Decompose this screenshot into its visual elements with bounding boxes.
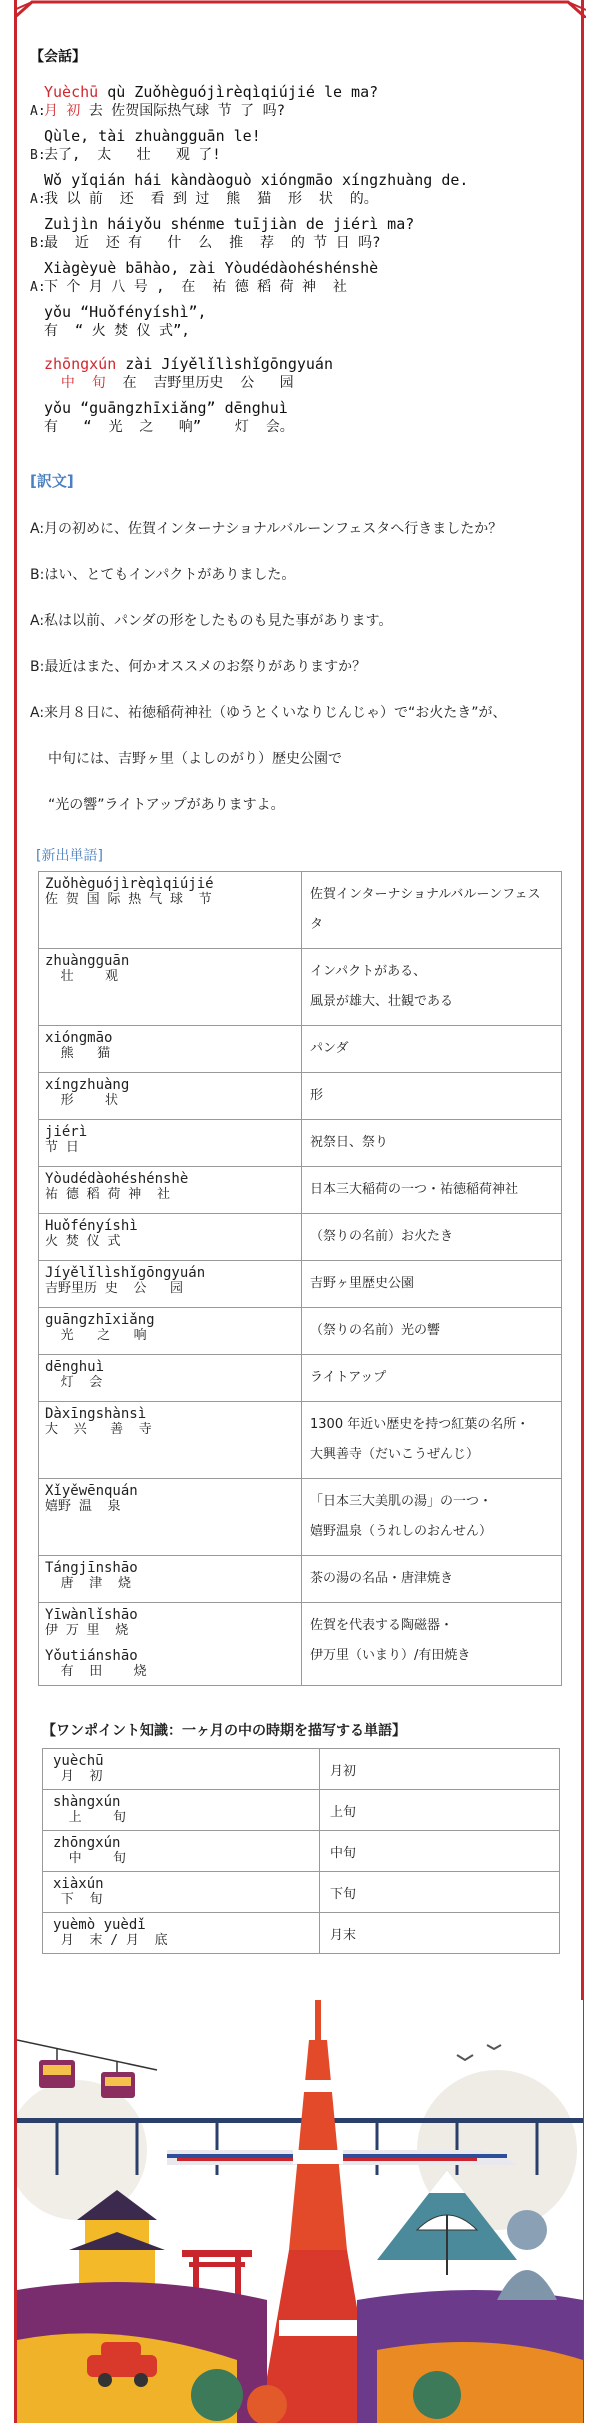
vocab-meaning: 伊万里（いまり）/有田焼き [310, 1648, 471, 1663]
vocab-meaning: 1300 年近い歴史を持つ紅葉の名所・ [310, 1417, 530, 1432]
hanzi-line [44, 278, 570, 296]
yakubun-title: [訳文] [30, 472, 74, 490]
speaker-label: A: [30, 280, 46, 295]
vocab-meaning: 祝祭日、祭り [310, 1135, 389, 1150]
dialog-line [30, 302, 570, 340]
dialog-line [30, 398, 570, 436]
vocab-row [39, 1073, 562, 1120]
vocab-word-cell [39, 1308, 302, 1355]
tip-pinyin: yuèmò yuèdǐ [53, 1917, 146, 1933]
pinyin-segment: Qùle, tài zhuàngguān le! [44, 127, 261, 145]
vocab-row [39, 1261, 562, 1308]
vocab-meaning: パンダ [310, 1041, 349, 1056]
pinyin-line [44, 82, 570, 102]
tip-title-bold: 【ワンポイント知識： [42, 1723, 182, 1739]
vocab-word-cell [39, 949, 302, 1026]
tip-row [43, 1749, 560, 1790]
hanzi-segment: 有 “ 光 之 响” 灯 会。 [44, 419, 294, 435]
vocab-word-cell [39, 1355, 302, 1402]
vocab-pinyin: Tángjīnshāo [45, 1560, 138, 1576]
pinyin-segment: Xiàgèyuè bāhào, zài Yòudédàohéshénshè [44, 259, 379, 277]
translation-line: 中旬には、吉野ヶ里（よしのがり）歴史公園で [48, 751, 342, 767]
pinyin-segment: zài Jíyělǐlìshǐgōngyuán [116, 355, 333, 373]
vocab-pinyin: guāngzhīxiǎng [45, 1312, 155, 1328]
vocab-title: [新出単語] [36, 848, 103, 864]
translation-line: A:私は以前、パンダの形をしたものも見た事があります。 [30, 613, 393, 629]
tip-word-cell [43, 1872, 320, 1913]
tip-hanzi: 中 旬 [53, 1851, 126, 1866]
translation-line: A:月の初めに、佐賀インターナショナルバルーンフェスタへ行きましたか？ [30, 521, 503, 537]
pinyin-line [44, 302, 570, 322]
tip-meaning: 下旬 [320, 1872, 560, 1913]
vocab-hanzi: 祐 德 稻 荷 神 社 [45, 1187, 170, 1202]
vocab-meaning-cell [302, 1167, 562, 1214]
speaker-label: B: [30, 236, 46, 251]
vocab-meaning: 形 [310, 1088, 324, 1103]
tip-meaning: 中旬 [320, 1831, 560, 1872]
vocab-meaning: 大興善寺（だいこうぜんじ） [310, 1447, 480, 1462]
vocab-hanzi: 佐 贺 国 际 热 气 球 节 [45, 892, 212, 907]
hanzi-line [44, 322, 570, 340]
tip-title-rest: 一ヶ月の中の時期を描写する単語】 [182, 1723, 406, 1739]
vocab-pinyin: Zuǒhèguójìrèqìqiújié [45, 876, 214, 892]
vocab-word-cell [39, 1603, 302, 1686]
vocab-meaning-cell [302, 1261, 562, 1308]
dialog-line [30, 126, 570, 164]
tip-hanzi: 下 旬 [53, 1892, 103, 1907]
frame-top-ornament [14, 0, 586, 18]
pinyin-line [44, 258, 570, 278]
kaiwa-title: 【会話】 [30, 49, 86, 65]
tip-meaning: 上旬 [320, 1790, 560, 1831]
vocab-meaning-cell [302, 1355, 562, 1402]
vocab-pinyin: jiérì [45, 1124, 88, 1140]
vocab-meaning-cell [302, 1603, 562, 1686]
tip-meaning: 月末 [320, 1913, 560, 1954]
tip-word-cell [43, 1790, 320, 1831]
vocab-row [39, 1402, 562, 1479]
main-content [30, 46, 570, 1954]
translation-block [30, 519, 570, 815]
vocab-word-cell [39, 1402, 302, 1479]
vocab-hanzi: 吉野里历 史 公 园 [45, 1281, 183, 1296]
pinyin-segment: yǒu “guāngzhīxiǎng” dēnghuì [44, 399, 288, 417]
hanzi-line [44, 418, 570, 436]
hanzi-segment: 在 吉野里历史 公 园 [105, 375, 294, 391]
tip-hanzi: 月 末 / 月 底 [53, 1933, 168, 1948]
tip-pinyin: shàngxún [53, 1794, 121, 1810]
pinyin-line [44, 354, 570, 374]
dialog-line [30, 170, 570, 208]
vocab-pinyin: dēnghuì [45, 1359, 105, 1375]
vocab-row [39, 1603, 562, 1686]
translation-line: B:最近はまた、何かオススメのお祭りがありますか？ [30, 659, 367, 675]
dialog-line [30, 258, 570, 296]
vocab-hanzi: 形 状 [45, 1093, 118, 1108]
translation-line: A:来月８日に、祐徳稲荷神社（ゆうとくいなりじんじゃ）で“お火たき”が、 [30, 705, 507, 721]
vocab-meaning: 風景が雄大、壮観である [310, 994, 454, 1009]
vocab-pinyin: Xǐyěwēnquán [45, 1483, 138, 1499]
tip-row [43, 1872, 560, 1913]
hanzi-line [44, 146, 570, 164]
speaker-label: B: [30, 148, 46, 163]
hanzi-line [44, 374, 570, 392]
vocab-pinyin: Yòudédàohéshénshè [45, 1171, 189, 1187]
tip-word-cell [43, 1913, 320, 1954]
vocab-pinyin: xíngzhuàng [45, 1077, 130, 1093]
vocab-meaning: 嬉野温泉（うれしのおんせん） [310, 1524, 493, 1539]
vocab-word-cell [39, 1479, 302, 1556]
vocab-pinyin: zhuàngguān [45, 953, 130, 969]
hanzi-segment: 中 旬 [44, 375, 106, 391]
tip-word-cell [43, 1749, 320, 1790]
pinyin-segment: Yuèchū [44, 83, 99, 101]
vocab-hanzi: 火 焚 仪 式 [45, 1234, 121, 1249]
vocab-hanzi: 唐 津 烧 [45, 1576, 131, 1591]
vocab-hanzi: 有 田 烧 [45, 1664, 147, 1679]
vocab-row [39, 949, 562, 1026]
dialog [30, 82, 570, 436]
vocab-word-cell [39, 1214, 302, 1261]
tip-title [42, 1720, 570, 1740]
vocab-hanzi: 壮 观 [45, 969, 118, 984]
vocab-pinyin: xióngmāo [45, 1030, 113, 1046]
vocab-hanzi: 嬉野 温 泉 [45, 1499, 121, 1514]
translation-line: “光の響”ライトアップがありますよ。 [48, 797, 285, 813]
hanzi-segment: 去 佐贺国际热气球 节 了 吗? [80, 103, 286, 119]
vocab-word-cell [39, 1167, 302, 1214]
vocab-meaning: （祭りの名前）お火たき [310, 1229, 454, 1244]
dialog-line [30, 82, 570, 120]
vocab-hanzi: 灯 会 [45, 1375, 103, 1390]
tip-row [43, 1913, 560, 1954]
vocab-word-cell [39, 1026, 302, 1073]
japan-landmarks-illustration [17, 2000, 583, 2423]
vocab-meaning-cell [302, 1402, 562, 1479]
vocab-word-cell [39, 1261, 302, 1308]
pinyin-segment: zhōngxún [44, 355, 117, 373]
hanzi-segment: 最 近 还 有 什 么 推 荐 的 节 日 吗? [44, 235, 381, 251]
vocab-row [39, 1167, 562, 1214]
pinyin-line [44, 126, 570, 146]
vocab-pinyin: Jíyělǐlìshǐgōngyuán [45, 1265, 206, 1281]
vocab-meaning: （祭りの名前）光の響 [310, 1323, 441, 1338]
vocab-row [39, 1026, 562, 1073]
vocab-meaning-cell [302, 1214, 562, 1261]
pinyin-line [44, 170, 570, 190]
hanzi-line [44, 234, 570, 252]
vocab-meaning-cell [302, 1026, 562, 1073]
translation-line: B:はい、とてもインパクトがありました。 [30, 567, 296, 583]
vocab-meaning-cell [302, 1073, 562, 1120]
tip-meaning: 月初 [320, 1749, 560, 1790]
speaker-label: A: [30, 104, 46, 119]
vocab-hanzi: 大 兴 善 寺 [45, 1422, 152, 1437]
tip-table [42, 1748, 560, 1954]
tip-row [43, 1790, 560, 1831]
vocab-hanzi: 节 日 [45, 1140, 79, 1155]
vocab-word-cell [39, 1073, 302, 1120]
pinyin-line [44, 398, 570, 418]
vocab-meaning-cell [302, 1120, 562, 1167]
vocab-meaning: インパクトがある、 [310, 964, 427, 979]
vocab-meaning: 佐賀を代表する陶磁器・ [310, 1618, 454, 1633]
tip-row [43, 1831, 560, 1872]
hanzi-segment: 下 个 月 八 号 , 在 祐 德 稻 荷 神 社 [44, 279, 347, 295]
dialog-line [30, 354, 570, 392]
vocab-table [38, 871, 562, 1686]
vocab-meaning-cell [302, 1308, 562, 1355]
vocab-row [39, 872, 562, 949]
pinyin-segment: qù Zuǒhèguójìrèqìqiújié le ma? [98, 83, 379, 101]
vocab-meaning: 「日本三大美肌の湯」の一つ・ [310, 1494, 493, 1509]
vocab-meaning-cell [302, 1556, 562, 1603]
vocab-pinyin: Yīwànlǐshāo [45, 1607, 138, 1623]
vocab-row [39, 1355, 562, 1402]
dialog-line [30, 214, 570, 252]
tip-pinyin: zhōngxún [53, 1835, 121, 1851]
tip-hanzi: 上 旬 [53, 1810, 126, 1825]
hanzi-line [44, 102, 570, 120]
vocab-hanzi: 光 之 响 [45, 1328, 147, 1343]
vocab-row [39, 1308, 562, 1355]
vocab-row [39, 1479, 562, 1556]
hanzi-segment: 月 初 [44, 103, 81, 119]
vocab-meaning-cell [302, 872, 562, 949]
vocab-row [39, 1214, 562, 1261]
vocab-meaning-cell [302, 949, 562, 1026]
vocab-meaning: 茶の湯の名品・唐津焼き [310, 1571, 454, 1586]
vocab-meaning-cell [302, 1479, 562, 1556]
hanzi-segment: 去了, 太 壮 观 了! [44, 147, 221, 163]
speaker-label: A: [30, 192, 46, 207]
pinyin-segment: Wǒ yǐqián hái kàndàoguò xióngmāo xíngzhuàng de. [44, 171, 469, 189]
hanzi-segment: 我 以 前 还 看 到 过 熊 猫 形 状 的。 [44, 191, 378, 207]
pinyin-line [44, 214, 570, 234]
hanzi-segment: 有 “ 火 焚 仪 式”, [44, 323, 190, 339]
vocab-pinyin: Dàxīngshànsì [45, 1406, 147, 1422]
vocab-hanzi: 熊 猫 [45, 1046, 111, 1061]
vocab-row [39, 1556, 562, 1603]
tip-pinyin: xiàxún [53, 1876, 104, 1892]
vocab-pinyin: Huǒfényíshì [45, 1218, 138, 1234]
pinyin-segment: Zuìjìn háiyǒu shénme tuījiàn de jiérì ma? [44, 215, 415, 233]
pinyin-segment: yǒu “Huǒfényíshì”, [44, 303, 207, 321]
vocab-hanzi: 伊 万 里 烧 [45, 1623, 129, 1638]
vocab-word-cell [39, 1556, 302, 1603]
vocab-meaning: 佐賀インターナショナルバルーンフェスタ [310, 887, 541, 932]
tip-hanzi: 月 初 [53, 1769, 103, 1784]
vocab-pinyin: Yǒutiánshāo [45, 1648, 138, 1664]
vocab-meaning: ライトアップ [310, 1370, 387, 1385]
vocab-word-cell [39, 1120, 302, 1167]
tip-word-cell [43, 1831, 320, 1872]
vocab-meaning: 日本三大稲荷の一つ・祐徳稲荷神社 [310, 1182, 519, 1197]
vocab-meaning: 吉野ヶ里歴史公園 [310, 1276, 415, 1291]
vocab-row [39, 1120, 562, 1167]
hanzi-line [44, 190, 570, 208]
tip-pinyin: yuèchū [53, 1753, 104, 1769]
vocab-word-cell [39, 872, 302, 949]
